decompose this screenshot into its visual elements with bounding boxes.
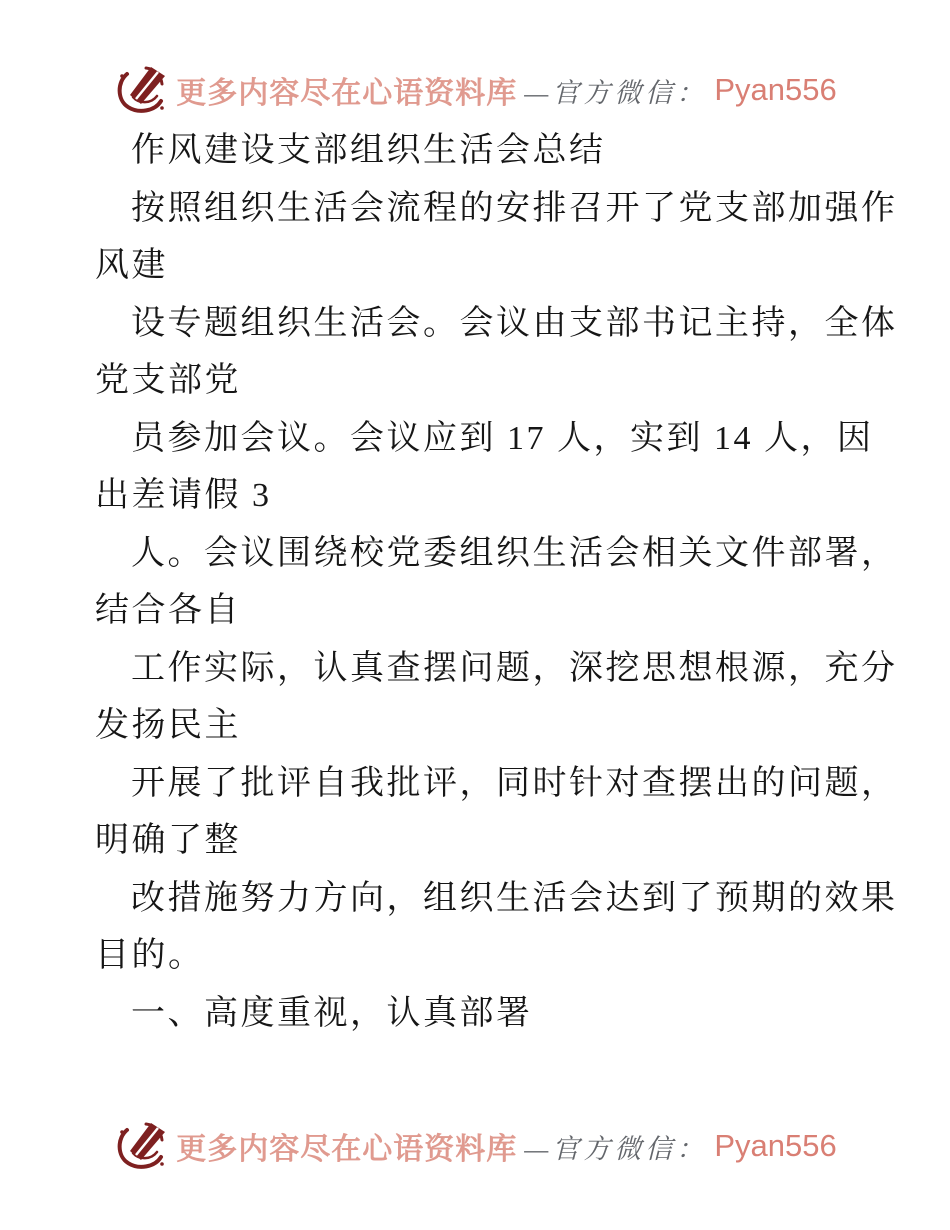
pen-circle-logo-icon [113,64,169,116]
brand-library-text: 更多内容尽在心语资料库 [176,77,518,110]
text-line: 发扬民主 [95,707,241,744]
text-line: 风建 [95,247,168,284]
text-line: 按照组织生活会流程的安排召开了党支部加强作 [131,189,898,227]
footer-brand-bar [0,1118,950,1174]
text-line: 结合各自 [95,592,241,629]
document-body [95,122,898,1042]
document-title: 作风建设支部组织生活会总结 [131,132,606,169]
text-line: 目的。 [95,937,205,974]
brand-library-text: 更多内容尽在心语资料库 [176,1133,518,1166]
text-line: 设专题组织生活会。会议由支部书记主持，全体 [131,304,898,342]
brand-wechat-label: —官方微信： [524,77,708,108]
text-line: 员参加会议。会议应到 17 人，实到 14 人，因 [131,419,874,457]
text-line: 改措施努力方向，组织生活会达到了预期的效果 [131,879,898,917]
section-heading: 一、高度重视，认真部署 [131,994,533,1032]
text-line: 人。会议围绕校党委组织生活会相关文件部署， [131,534,898,572]
text-line: 工作实际，认真查摆问题，深挖思想根源，充分 [131,649,898,687]
brand-wechat-id: Pyan556 [714,1128,837,1163]
header-brand-bar [0,62,950,118]
brand-wechat-label: —官方微信： [524,1133,708,1164]
pen-circle-logo-icon [113,1120,169,1172]
text-line: 开展了批评自我批评，同时针对查摆出的问题， [131,764,898,802]
text-line: 出差请假 3 [95,477,272,514]
text-line: 明确了整 [95,822,241,859]
brand-wechat-id: Pyan556 [714,72,837,107]
text-line: 党支部党 [95,362,241,399]
